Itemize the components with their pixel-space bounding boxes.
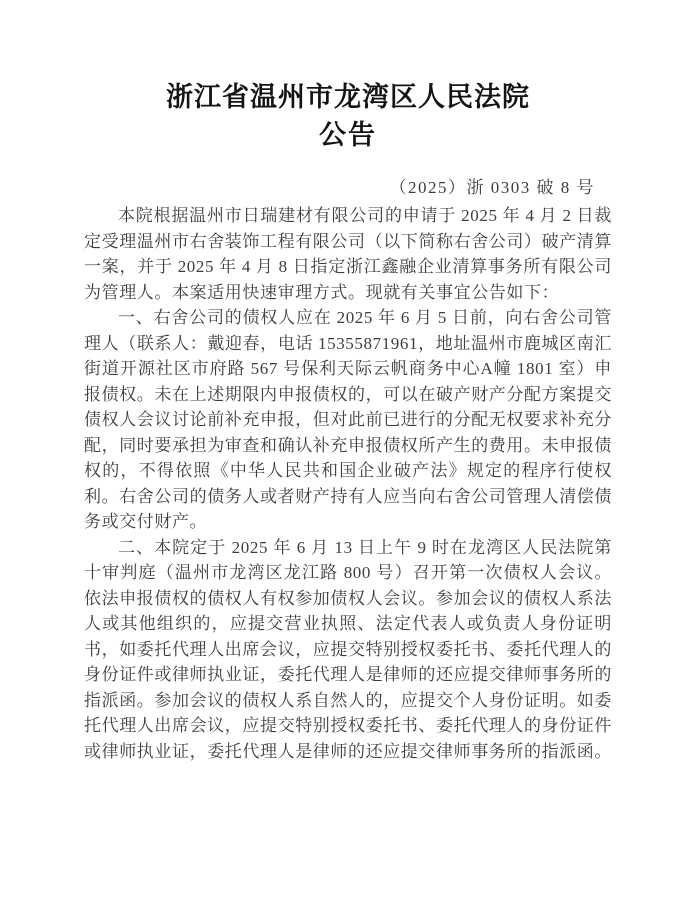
document-title: 公告 (319, 120, 377, 150)
court-name-title: 浙江省温州市龙湾区人民法院 (166, 82, 530, 112)
paragraph-claim-declaration: 一、右舍公司的债权人应在 2025 年 6 月 5 日前，向右舍公司管理人（联系人：戴迎春，电话 15355871961，地址温州市鹿城区南汇街道开源社区市府路 567 号保利天际云帆商务中心A幢 1801 室）申报债权。未在上述期限内申报债权的，可以在破产财产分配方案提交债权人会议讨论前补充申报，但对此前已进行的分配无权要求补充分配，同时要承担为审查和确认补充申报债权所产生的费用。未申报债权的，不得依照《中华人民共和国企业破产法》规定的程序行使权利。右舍公司的债务人或者财产持有人应当向右舍公司管理人清偿债务或交付财产。 (84, 308, 612, 531)
paragraph-creditors-meeting: 二、本院定于 2025 年 6 月 13 日上午 9 时在龙湾区人民法院第十审判庭（温州市龙湾区龙江路 800 号）召开第一次债权人会议。依法申报债权的债权人有权参加债权人会议。参加会议的债权人系法人或其他组织的，应提交营业执照、法定代表人或负责人身份证明书，如委托代理人出席会议，应提交特别授权委托书、委托代理人的身份证件或律师执业证，委托代理人是律师的还应提交律师事务所的指派函。参加会议的债权人系自然人的，应提交个人身份证明。如委托代理人出席会议，应提交特别授权委托书、委托代理人的身份证件或律师执业证，委托代理人是律师的还应提交律师事务所的指派函。 (84, 537, 612, 761)
case-number: （2025）浙 0303 破 8 号 (389, 178, 595, 197)
paragraph-intro-acceptance: 本院根据温州市日瑞建材有限公司的申请于 2025 年 4 月 2 日裁定受理温州市右舍装饰工程有限公司（以下简称右舍公司）破产清算一案，并于 2025 年 4 月 8 日指定浙江鑫融企业清算事务所有限公司为管理人。本案适用快速审理方式。现就有关事宜公告如下： (84, 206, 612, 302)
